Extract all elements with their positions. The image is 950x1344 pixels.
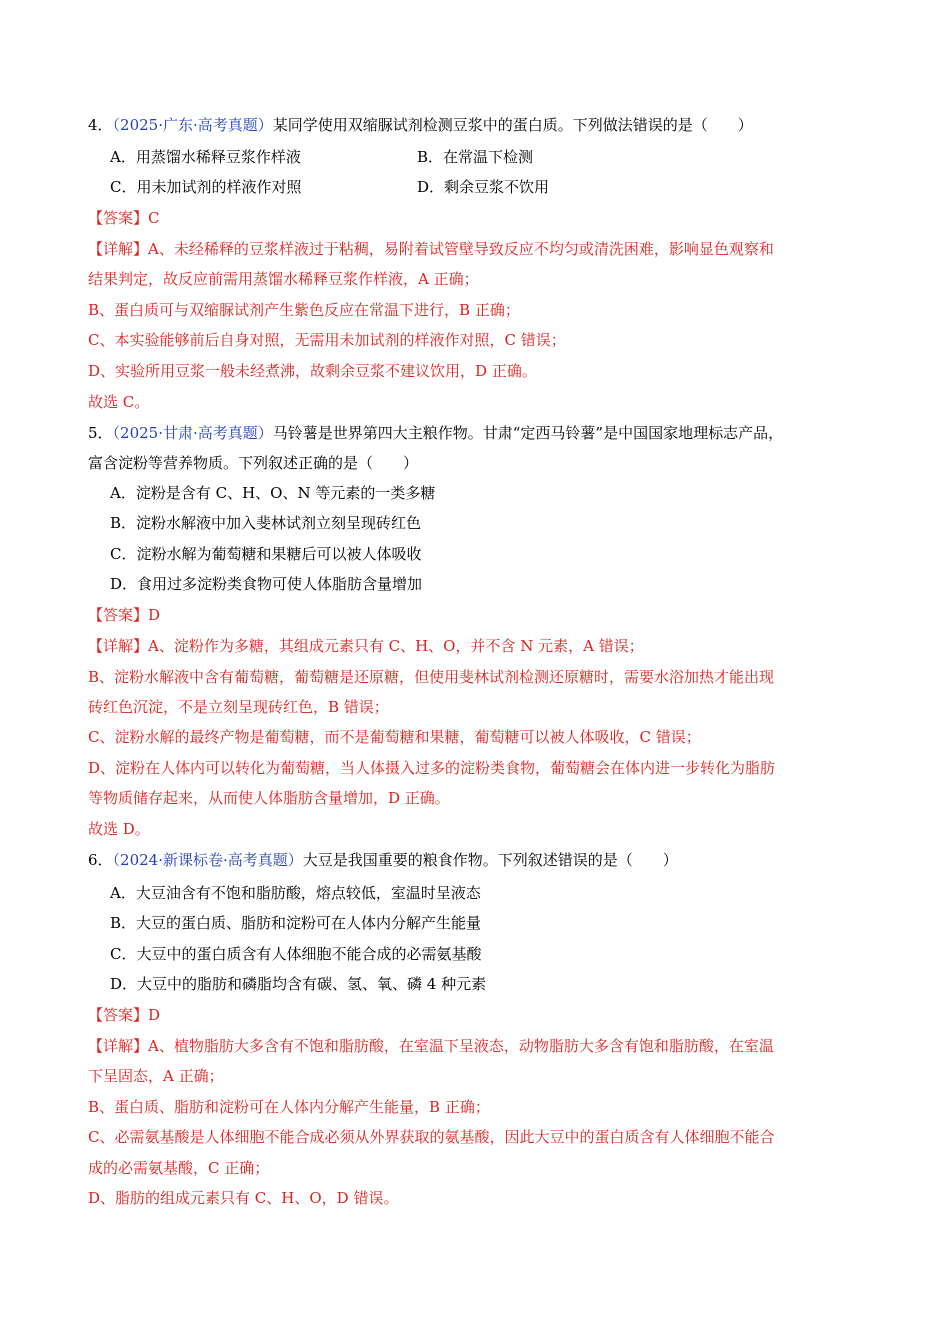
detail-label: 【详解】 xyxy=(88,240,149,258)
detail-label: 【详解】 xyxy=(88,637,149,655)
option-b: B．大豆的蛋白质、脂肪和淀粉可在人体内分解产生能量 xyxy=(110,914,482,932)
detail-line: C、淀粉水解的最终产物是葡萄糖，而不是葡萄糖和果糖，葡萄糖可以被人体吸收，C 错误； xyxy=(88,728,701,746)
option-b: B．在常温下检测 xyxy=(417,148,534,166)
detail-text: A、淀粉作为多糖，其组成元素只有 C、H、O，并不含 N 元素，A 错误； xyxy=(148,637,644,655)
question-5-stem xyxy=(88,423,868,443)
option-c: C．用未加试剂的样液作对照 xyxy=(110,178,302,196)
detail-line: B、蛋白质、脂肪和淀粉可在人体内分解产生能量，B 正确； xyxy=(88,1098,490,1116)
detail-line: C、本实验能够前后自身对照，无需用未加试剂的样液作对照，C 错误； xyxy=(88,331,566,349)
detail-line: B、淀粉水解液中含有葡萄糖，葡萄糖是还原糖，但使用斐林试剂检测还原糖时，需要水浴加热才能出现 xyxy=(88,668,775,686)
question-number: 4． xyxy=(88,116,113,134)
option-a: A．大豆油含有不饱和脂肪酸，熔点较低，室温时呈液态 xyxy=(110,884,481,902)
option-a: A．用蒸馏水稀释豆浆作样液 xyxy=(110,148,301,166)
detail-line xyxy=(88,636,868,656)
option-d: D．剩余豆浆不饮用 xyxy=(417,178,550,196)
detail-line: D、脂肪的组成元素只有 C、H、O，D 错误。 xyxy=(88,1189,399,1207)
detail-line: 成的必需氨基酸，C 正确； xyxy=(88,1159,270,1177)
detail-text: A、植物脂肪大多含有不饱和脂肪酸，在室温下呈液态，动物脂肪大多含有饱和脂肪酸，在室温 xyxy=(148,1037,774,1055)
detail-line: 结果判定，故反应前需用蒸馏水稀释豆浆作样液，A 正确； xyxy=(88,270,479,288)
question-6-stem xyxy=(88,850,868,870)
question-source: （2024·新课标卷·高考真题） xyxy=(112,851,303,869)
detail-line: D、实验所用豆浆一般未经煮沸，故剩余豆浆不建议饮用，D 正确。 xyxy=(88,362,537,380)
detail-line: 故选 C。 xyxy=(88,393,150,411)
detail-text: A、未经稀释的豆浆样液过于粘稠，易附着试管壁导致反应不均匀或清洗困难，影响显色观察和 xyxy=(148,240,774,258)
option-c: C．淀粉水解为葡萄糖和果糖后可以被人体吸收 xyxy=(110,545,422,563)
detail-line xyxy=(88,239,868,259)
option-d: D．大豆中的脂肪和磷脂均含有碳、氢、氧、磷 4 种元素 xyxy=(110,975,487,993)
question-number: 5． xyxy=(88,424,113,442)
detail-line: 砖红色沉淀，不是立刻呈现砖红色，B 错误； xyxy=(88,698,389,716)
option-d: D．食用过多淀粉类食物可使人体脂肪含量增加 xyxy=(110,575,423,593)
answer: 【答案】D xyxy=(88,606,161,624)
question-text-cont: 富含淀粉等营养物质。下列叙述正确的是（ ） xyxy=(88,454,419,472)
question-4-stem xyxy=(88,115,868,135)
detail-label: 【详解】 xyxy=(88,1037,149,1055)
question-text: 某同学使用双缩脲试剂检测豆浆中的蛋白质。下列做法错误的是（ ） xyxy=(272,116,753,134)
question-source: （2025·甘肃·高考真题） xyxy=(112,424,273,442)
detail-line: 等物质储存起来，从而使人体脂肪含量增加，D 正确。 xyxy=(88,789,450,807)
detail-line: C、必需氨基酸是人体细胞不能合成必须从外界获取的氨基酸，因此大豆中的蛋白质含有人体细胞不能合 xyxy=(88,1128,775,1146)
option-a: A．淀粉是含有 C、H、O、N 等元素的一类多糖 xyxy=(110,484,436,502)
answer: 【答案】D xyxy=(88,1006,161,1024)
question-text: 大豆是我国重要的粮食作物。下列叙述错误的是（ ） xyxy=(302,851,678,869)
detail-line: 故选 D。 xyxy=(88,820,150,838)
question-number: 6． xyxy=(88,851,113,869)
detail-line: B、蛋白质可与双缩脲试剂产生紫色反应在常温下进行，B 正确； xyxy=(88,301,520,319)
detail-line: 下呈固态，A 正确； xyxy=(88,1067,224,1085)
option-c: C．大豆中的蛋白质含有人体细胞不能合成的必需氨基酸 xyxy=(110,945,482,963)
option-b: B．淀粉水解液中加入斐林试剂立刻呈现砖红色 xyxy=(110,514,422,532)
answer: 【答案】C xyxy=(88,209,160,227)
detail-line: D、淀粉在人体内可以转化为葡萄糖，当人体摄入过多的淀粉类食物，葡萄糖会在体内进一步转化为脂肪 xyxy=(88,759,776,777)
detail-line xyxy=(88,1036,868,1056)
question-source: （2025·广东·高考真题） xyxy=(112,116,273,134)
question-text: 马铃薯是世界第四大主粮作物。甘肃“定西马铃薯”是中国国家地理标志产品， xyxy=(272,424,784,442)
